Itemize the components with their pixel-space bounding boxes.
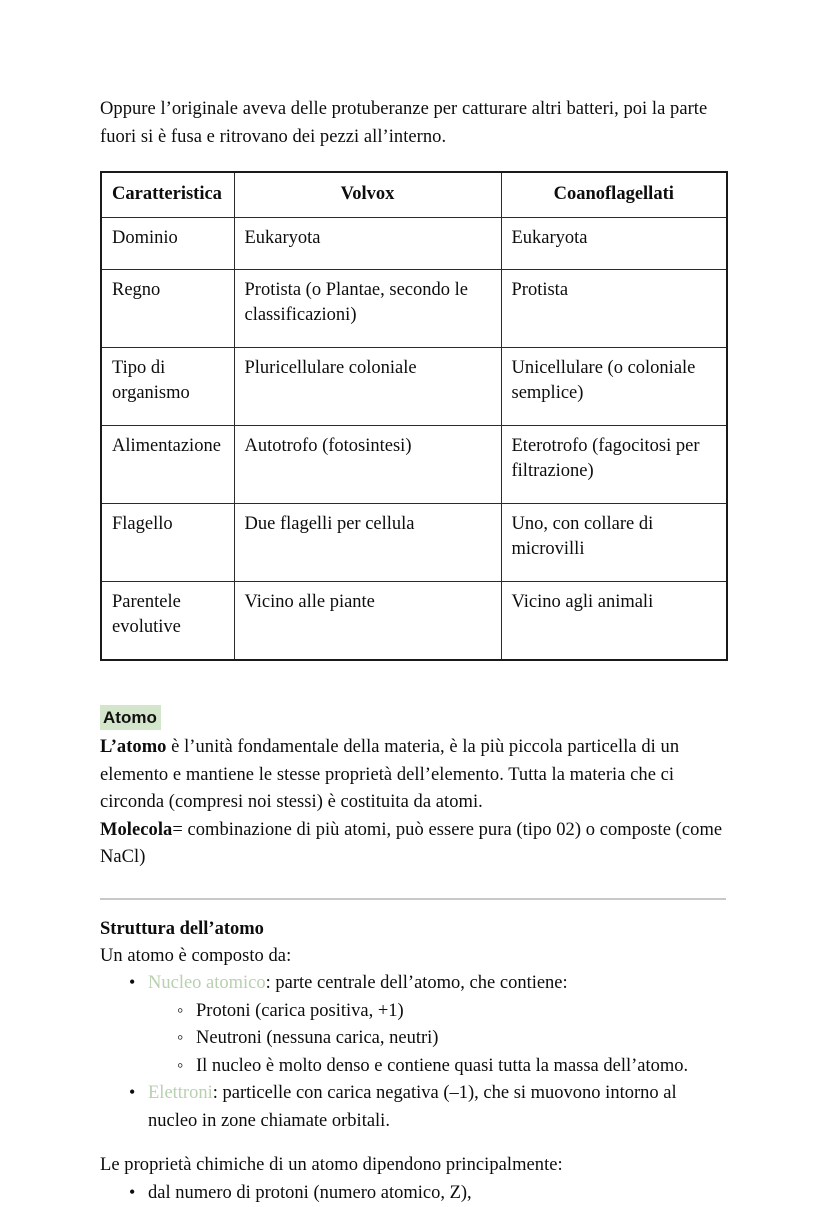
cell-feature: Tipo di organismo	[101, 348, 234, 426]
cell-coanoflagellati: Uno, con collare di microvilli	[501, 504, 727, 582]
cell-volvox: Autotrofo (fotosintesi)	[234, 426, 501, 504]
table-body	[101, 218, 727, 661]
proprieta-list	[100, 1180, 728, 1207]
atomo-definition-term: L’atomo	[100, 737, 166, 757]
document-content	[100, 96, 728, 1207]
elettroni-text: : particelle con carica negativa (–1), che si muovono intorno al nucleo in zone chiamate orbitali.	[148, 1083, 677, 1131]
intro-paragraph: Oppure l’originale aveva delle protuberanze per catturare altri batteri, poi la parte fuori si è fusa e ritrovano dei pezzi all’interno.	[100, 96, 728, 151]
nucleo-atomico-term: Nucleo atomico	[148, 973, 266, 993]
cell-volvox: Vicino alle piante	[234, 582, 501, 661]
table-row	[101, 426, 727, 504]
cell-volvox: Pluricellulare coloniale	[234, 348, 501, 426]
comparison-table	[100, 171, 728, 661]
atomo-definition-text: è l’unità fondamentale della materia, è la più piccola particella di un elemento e mantiene le stesse proprietà dell’elemento. Tutta la materia che ci circonda (compresi noi stessi) è costituita da atomi.	[100, 737, 679, 812]
table-row	[101, 348, 727, 426]
atomo-heading: Atomo	[100, 705, 161, 730]
cell-volvox: Protista (o Plantae, secondo le classificazioni)	[234, 270, 501, 348]
elettroni-term: Elettroni	[148, 1083, 213, 1103]
list-item	[148, 970, 728, 1080]
list-item: • dal numero di protoni (numero atomico, Z),	[148, 1180, 728, 1207]
proprieta-section	[100, 1152, 728, 1207]
table-header	[101, 172, 727, 218]
table-header-row	[101, 172, 727, 218]
table-row	[101, 218, 727, 270]
cell-feature: Flagello	[101, 504, 234, 582]
cell-coanoflagellati: Protista	[501, 270, 727, 348]
struttura-heading: Struttura dell’atomo	[100, 916, 728, 943]
struttura-lead-in: Un atomo è composto da:	[100, 943, 728, 971]
list-item	[148, 1080, 728, 1135]
list-item: ◦ Neutroni (nessuna carica, neutri)	[196, 1025, 728, 1053]
table-row	[101, 270, 727, 348]
nucleo-sublist	[148, 998, 728, 1081]
list-item: ◦ Protoni (carica positiva, +1)	[196, 998, 728, 1026]
struttura-list	[100, 970, 728, 1135]
table-header-caratteristica: Caratteristica	[101, 172, 234, 218]
table-header-coanoflagellati: Coanoflagellati	[501, 172, 727, 218]
cell-coanoflagellati: Unicellulare (o coloniale semplice)	[501, 348, 727, 426]
molecola-paragraph	[100, 817, 728, 872]
proprieta-lead-in: Le proprietà chimiche di un atomo dipendono principalmente:	[100, 1152, 728, 1180]
cell-volvox: Eukaryota	[234, 218, 501, 270]
cell-volvox: Due flagelli per cellula	[234, 504, 501, 582]
molecola-term: Molecola	[100, 820, 172, 840]
table-row	[101, 582, 727, 661]
cell-coanoflagellati: Eukaryota	[501, 218, 727, 270]
section-spacer	[100, 661, 728, 705]
section-divider	[100, 898, 726, 900]
cell-feature: Parentele evolutive	[101, 582, 234, 661]
atomo-definition-paragraph	[100, 734, 728, 817]
list-item: ◦ Il nucleo è molto denso e contiene quasi tutta la massa dell’atomo.	[196, 1053, 728, 1081]
atomo-section	[100, 705, 728, 872]
struttura-section	[100, 916, 728, 1136]
table-header-volvox: Volvox	[234, 172, 501, 218]
nucleo-atomico-text: : parte centrale dell’atomo, che contiene:	[266, 973, 568, 993]
cell-feature: Regno	[101, 270, 234, 348]
cell-feature: Dominio	[101, 218, 234, 270]
molecola-text: = combinazione di più atomi, può essere pura (tipo 02) o composte (come NaCl)	[100, 820, 722, 868]
table-row	[101, 504, 727, 582]
section-spacer	[100, 1135, 728, 1152]
cell-feature: Alimentazione	[101, 426, 234, 504]
cell-coanoflagellati: Eterotrofo (fagocitosi per filtrazione)	[501, 426, 727, 504]
cell-coanoflagellati: Vicino agli animali	[501, 582, 727, 661]
